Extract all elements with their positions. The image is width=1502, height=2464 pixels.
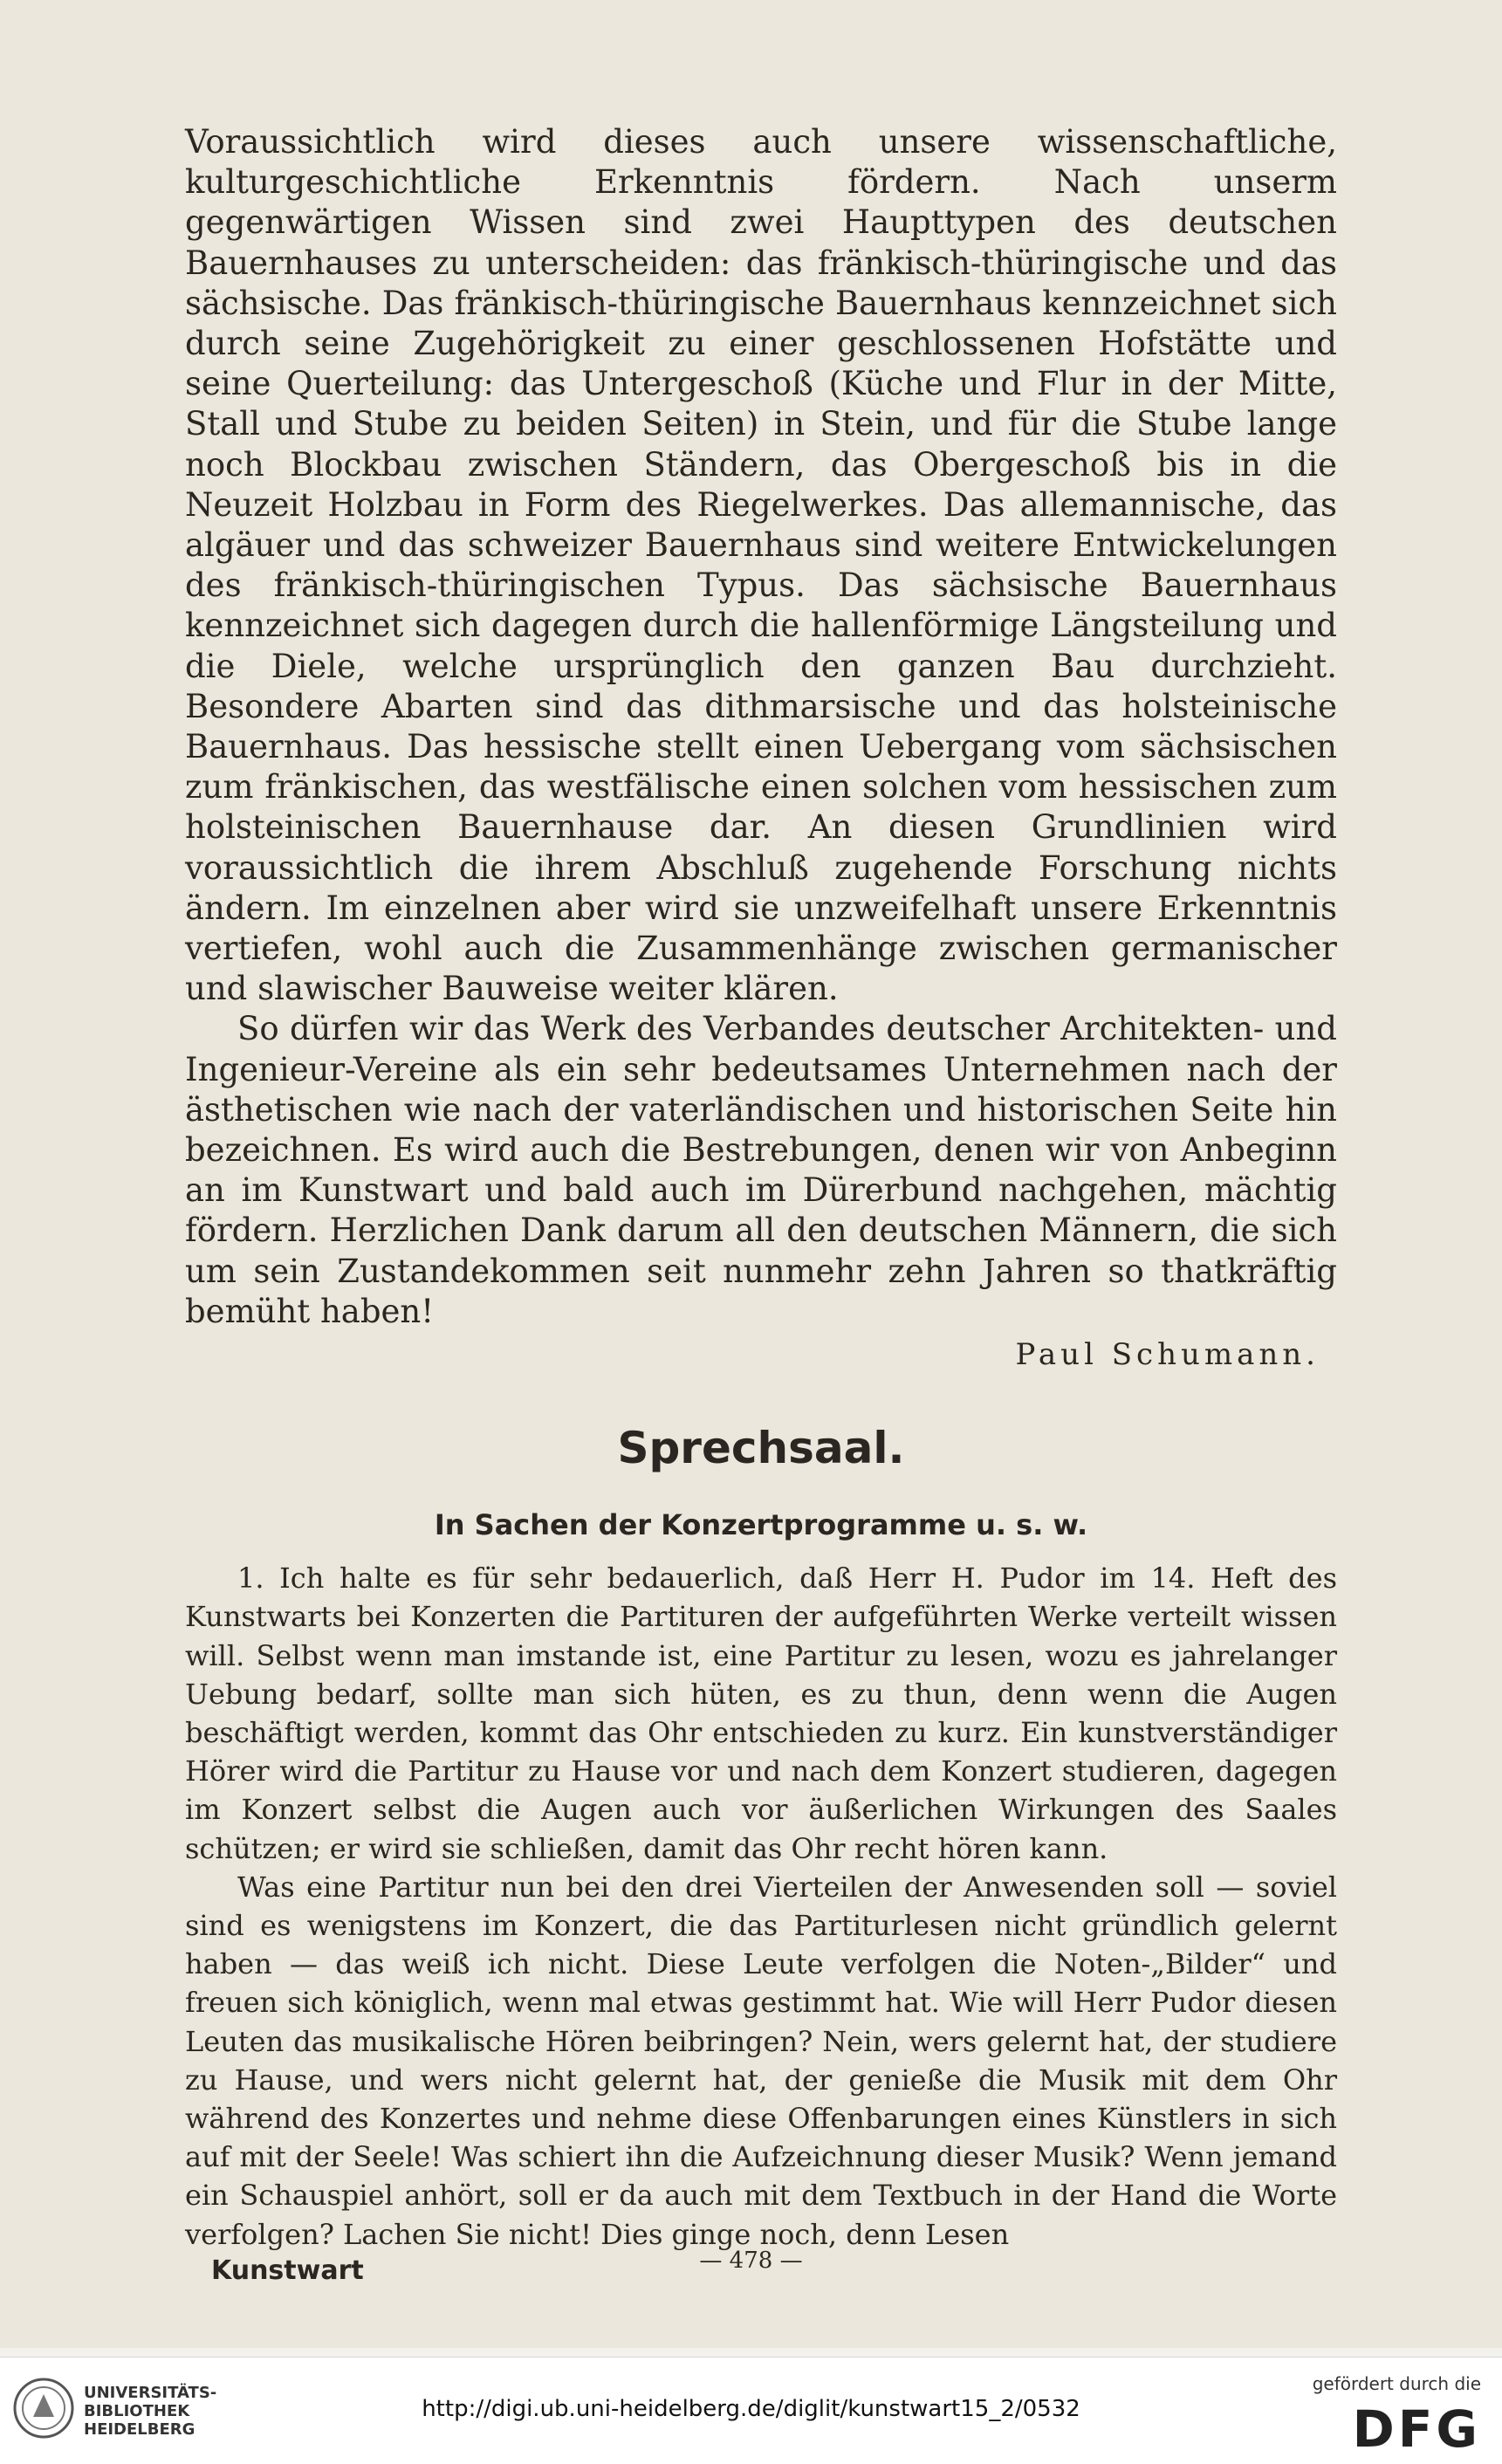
- page-content: [185, 122, 1337, 2286]
- document-url-link[interactable]: http://digi.ub.uni-heidelberg.de/diglit/kunstwart15_2/0532: [422, 2396, 1080, 2422]
- institution-line-2: BIBLIOTHEK: [84, 2402, 190, 2420]
- section-subtitle: In Sachen der Konzertprogramme u. s. w.: [434, 1508, 1088, 1542]
- institution-line-1: UNIVERSITÄTS-: [84, 2384, 217, 2402]
- signature-mark: Kunstwart: [211, 2255, 364, 2286]
- page-number: — 478 —: [699, 2248, 803, 2274]
- intro-paragraph-2: So dürfen wir das Werk des Verbandes deutscher Architekten- und Ingenieur-Vereine als ein sehr bedeutsames Unternehmen nach der ästhetischen wie nach der vaterländischen und historischen Seite hin bezeichnen. Es wird auch die Bestrebungen, denen wir von Anbeginn an im Kunstwart und bald auch im Dürerbund nachgehen, mächtig fördern. Herzlichen Dank darum all den deutschen Männern, die sich um sein Zustandekommen seit nunmehr zehn Jahren so thatkräftig bemüht haben!: [185, 1010, 1337, 1330]
- dfg-logo: DFG: [1352, 2399, 1481, 2459]
- letter-paragraph-2: Was eine Partitur nun bei den drei Vierteilen der Anwesenden soll — soviel sind es wenigstens im Konzert, die das Partiturlesen nicht gründlich gelernt haben — das weiß ich nicht. Diese Leute verfolgen die Noten-„Bilder“ und freuen sich königlich, wenn mal etwas gestimmt hat. Wie will Herr Pudor diesen Leuten das musikalische Hören beibringen? Nein, wers gelernt hat, der studiere zu Hause, und wers nicht gelernt hat, der genieße die Musik mit dem Ohr während des Konzertes und nehme diese Offenbarungen eines Künstlers in sich auf mit der Seele! Was schiert ihn die Aufzeichnung dieser Musik? Wenn jemand ein Schauspiel anhört, soll er da auch mit dem Textbuch in der Hand die Worte verfolgen? Lachen Sie nicht! Dies ginge noch, denn Lesen: [185, 1870, 1337, 2251]
- intro-paragraph-1: Voraussichtlich wird dieses auch unsere wissenschaftliche, kulturgeschichtliche Erkenntnis fördern. Nach unserm gegenwärtigen Wissen sind zwei Haupttypen des deutschen Bauernhauses zu unterscheiden: das fränkisch-thüringische und das sächsische. Das fränkisch-thüringische Bauernhaus kennzeichnet sich durch seine Zugehörigkeit zu einer geschlossenen Hofstätte und seine Querteilung: das Untergeschoß (Küche und Flur in der Mitte, Stall und Stube zu beiden Seiten) in Stein, und für die Stube lange noch Blockbau zwischen Ständern, das Obergeschoß bis in die Neuzeit Holzbau in Form des Riegelwerkes. Das allemannische, das algäuer und das schweizer Bauernhaus sind weitere Entwickelungen des fränkisch-thüringischen Typus. Das sächsische Bauernhaus kennzeichnet sich dagegen durch die hallenförmige Längsteilung und die Diele, welche ursprünglich den ganzen Bau durchzieht. Besondere Abarten sind das dithmarsische und das holsteinische Bauernhaus. Das hessische stellt einen Uebergang vom sächsischen zum fränkischen, das westfälische einen solchen vom hessischen zum holsteinischen Bauernhause dar. An diesen Grundlinien wird voraussichtlich die ihrem Abschluß zugehende Forschung nichts ändern. Im einzelnen aber wird sie unzweifelhaft unsere Erkenntnis vertiefen, wohl auch die Zusammenhänge zwischen germanischer und slawischer Bauweise weiter klären.: [185, 123, 1337, 1008]
- institution-line-3: HEIDELBERG: [84, 2420, 195, 2439]
- letter-paragraph-1: 1. Ich halte es für sehr bedauerlich, daß Herr H. Pudor im 14. Heft des Kunstwarts bei Konzerten die Partituren der aufgeführten Werke verteilt wissen will. Selbst wenn man imstande ist, eine Partitur zu lesen, wozu es jahrelanger Uebung bedarf, sollte man sich hüten, es zu thun, denn wenn die Augen beschäftigt werden, kommt das Ohr entschieden zu kurz. Ein kunstverständiger Hörer wird die Partitur zu Hause vor und nach dem Konzert studieren, dagegen im Konzert selbst die Augen auch vor äußerlichen Wirkungen des Saales schützen; er wird sie schließen, damit das Ohr recht hören kann.: [185, 1561, 1337, 1865]
- author-signature: Paul Schumann.: [1015, 1337, 1320, 1373]
- section-title: Sprechsaal.: [617, 1423, 905, 1474]
- viewer-footer-bar: [0, 2357, 1502, 2464]
- funding-label: gefördert durch die: [1312, 2373, 1481, 2394]
